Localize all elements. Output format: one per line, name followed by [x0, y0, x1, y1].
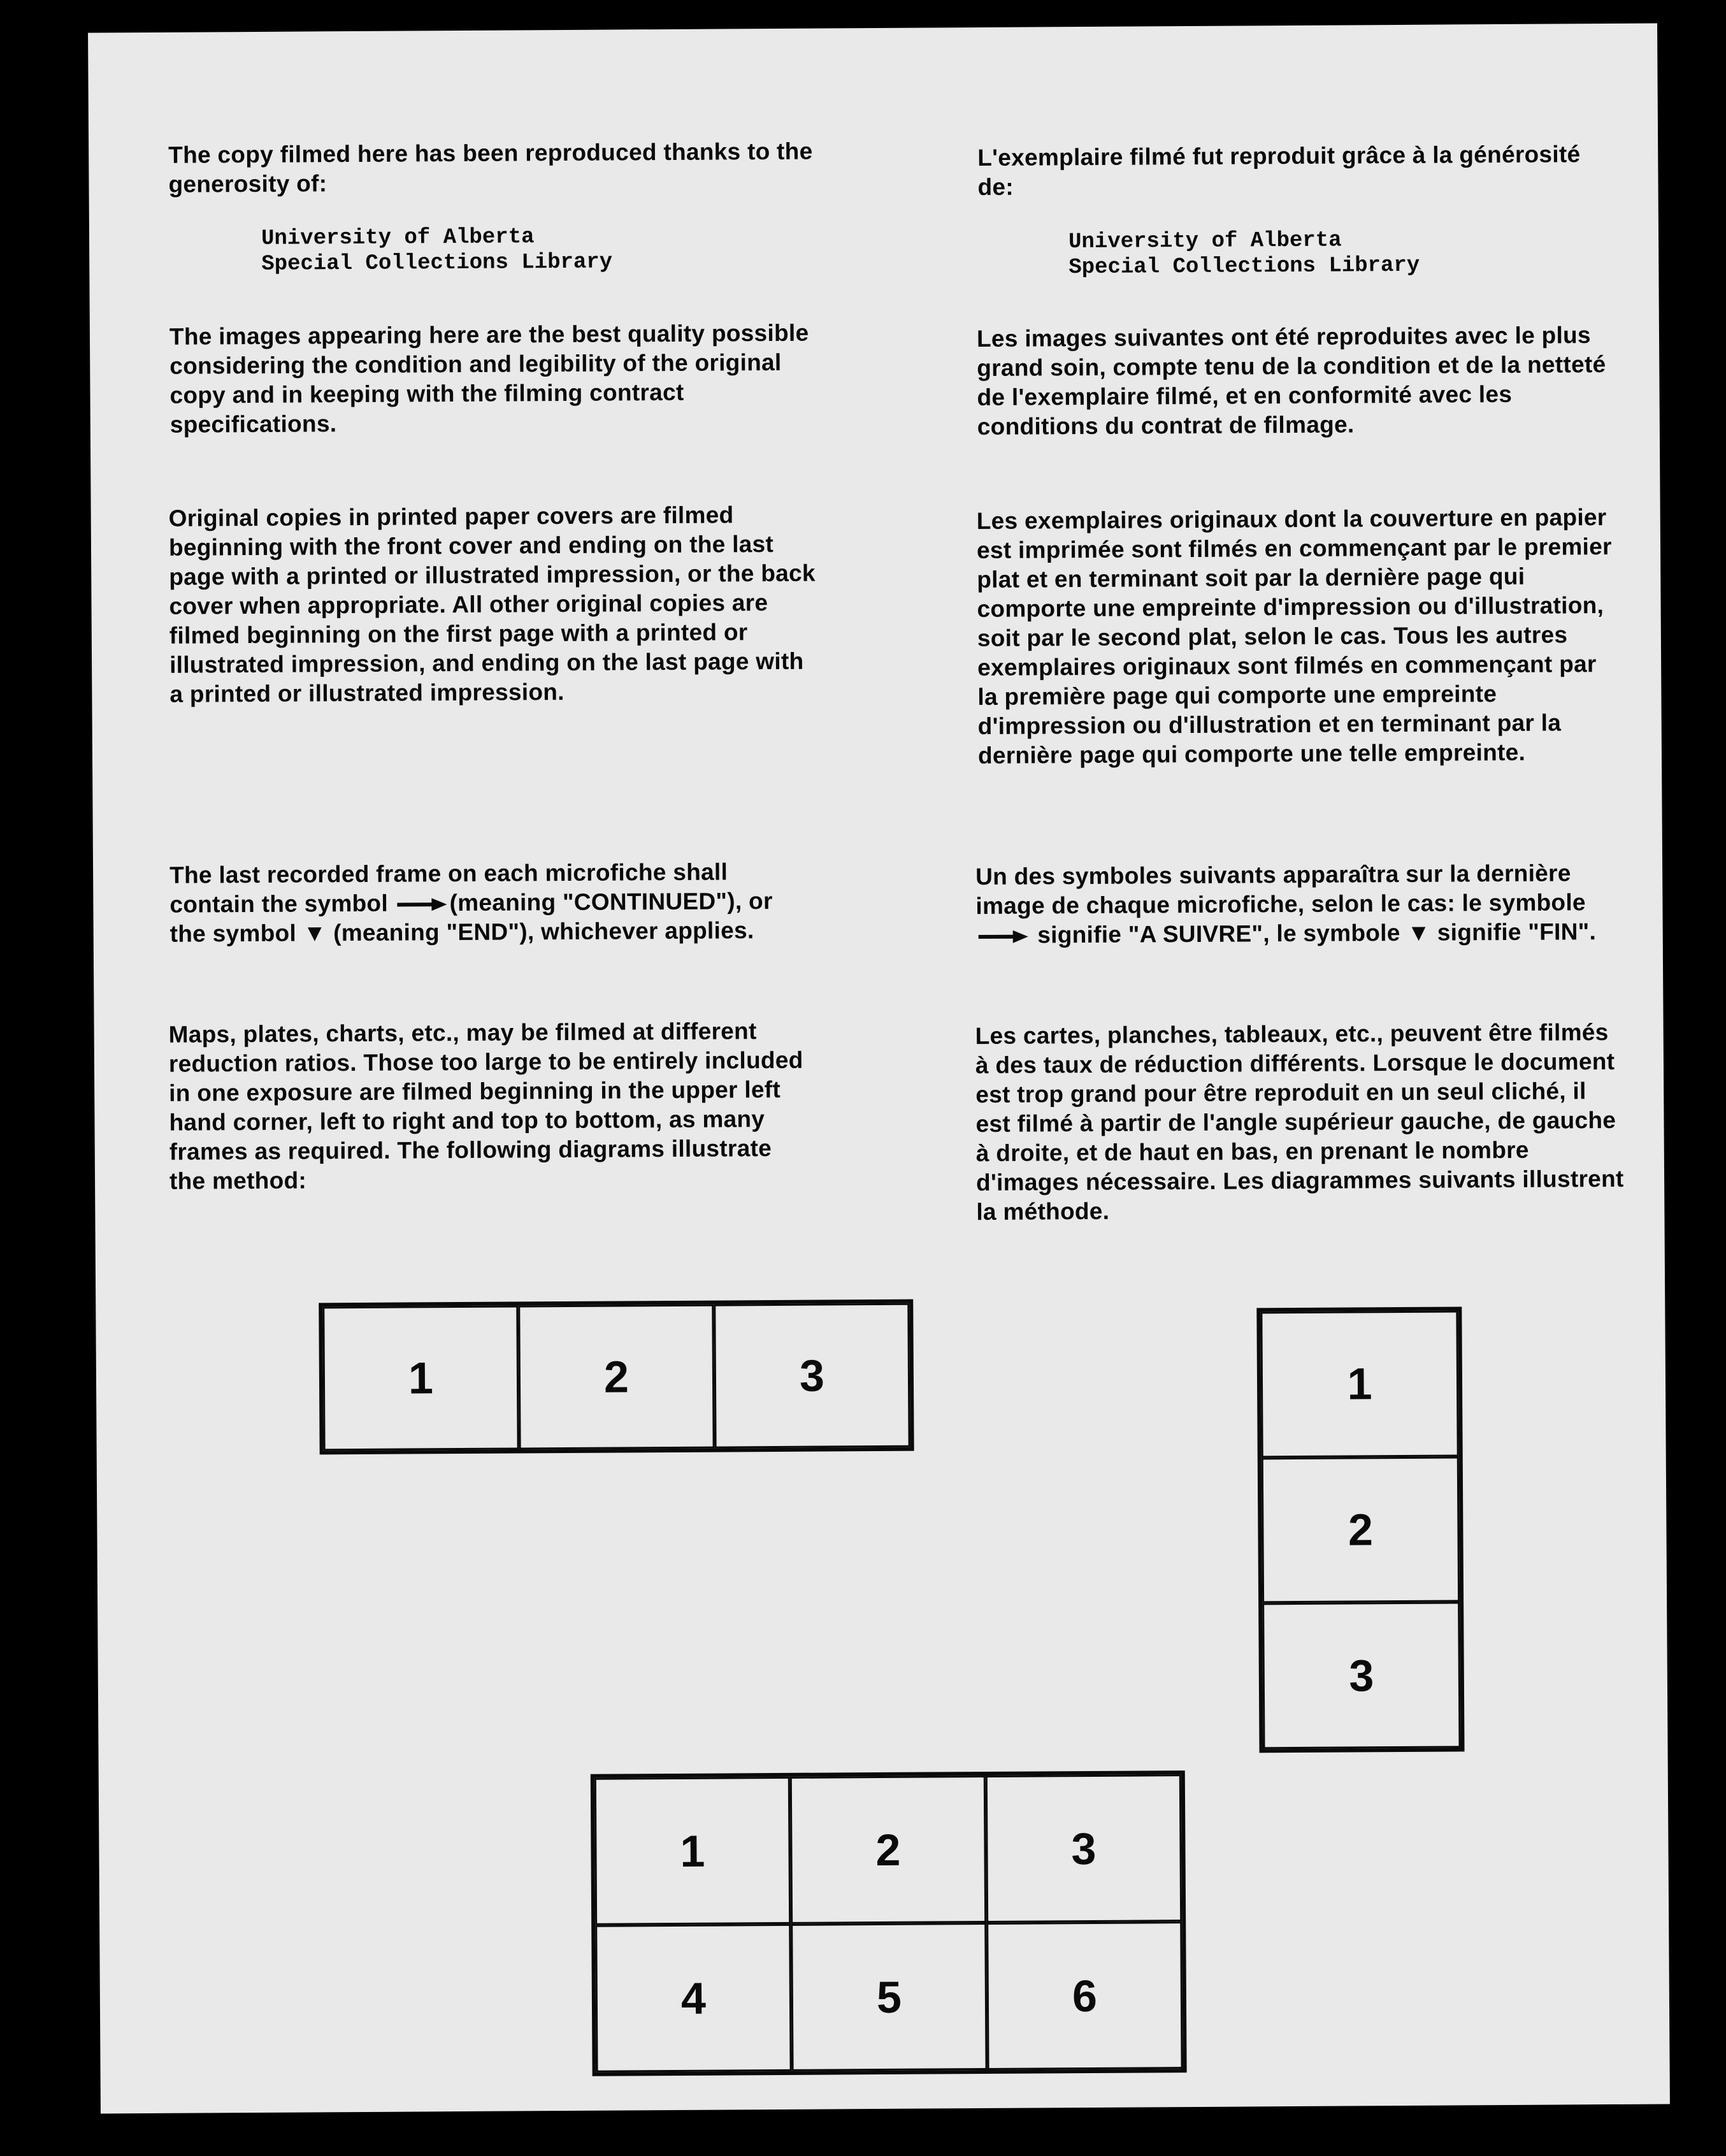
end-triangle-icon: ▼	[303, 920, 327, 946]
frame-cell: 1	[594, 1777, 791, 1925]
symbols-statement-fr	[975, 858, 1613, 950]
acknowledgement-fr: L'exemplaire filmé fut reproduit grâce à la générosité de:	[977, 141, 1581, 201]
acknowledgement-en: The copy filmed here has been reproduced thanks to the generosity of:	[168, 138, 813, 198]
diagram-vertical-strip	[1256, 1306, 1464, 1753]
frame-cell: 3	[986, 1774, 1182, 1923]
institution-fr	[1068, 227, 1514, 280]
arrow-right-icon	[979, 930, 1028, 943]
frame-cell: 4	[595, 1924, 791, 2073]
frame-cell: 1	[1260, 1310, 1458, 1458]
frame-cell: 6	[986, 1921, 1183, 2070]
end-triangle-icon: ▼	[1407, 919, 1431, 946]
symbols-text-3-fr: signifie "FIN".	[1437, 918, 1597, 946]
maps-statement-en: Maps, plates, charts, etc., may be filmed at different reduction ratios. Those too large to be entirely included in one exposure are filmed beginning in the upper left hand corner, left to right and top to bottom, as many frames as required. The following diagrams illustrate the method:	[168, 1018, 803, 1194]
frame-cell: 2	[1262, 1456, 1460, 1603]
quality-statement-fr: Les images suivantes ont été reproduites avec le plus grand soin, compte tenu de la condition et de la netteté de l'exemplaire filmé, et en conformité avec les conditions du contrat de filmage.	[976, 322, 1606, 440]
diagram-two-row-grid	[591, 1770, 1187, 2076]
symbols-text-2-en: (meaning "CONTINUED"), or the symbol	[169, 888, 773, 947]
originals-statement-en: Original copies in printed paper covers are filmed beginning with the front cover and ending on the last page with a printed or illustrated impression, or the back cover when appropriate. All other original copies are filmed beginning on the first page with a printed or illustrated impression, and ending on the last page with a printed or illustrated impression.	[168, 502, 816, 707]
diagram-horizontal-strip	[319, 1299, 914, 1455]
frame-cell: 2	[790, 1776, 986, 1924]
filmed-page	[88, 24, 1670, 2114]
frame-cell: 3	[714, 1303, 910, 1449]
originals-statement-fr: Les exemplaires originaux dont la couverture en papier est imprimée sont filmés en commençant par le premier plat et en terminant soit par la dernière page qui comporte une empreinte d'impression ou d'illustration, soit par le second plat, selon le cas. Tous les autres exemplaires originaux sont filmés en commençant par la première page qui comporte une empreinte d'impression ou d'illustration et en terminant par la dernière page qui comporte une telle empreinte.	[976, 504, 1612, 769]
maps-statement-fr: Les cartes, planches, tableaux, etc., peuvent être filmés à des taux de réduction différents. Lorsque le document est trop grand pour être reproduit en un seul cliché, il est filmé à partir de l'angle supérieur gauche, de gauche à droite, et de haut en bas, en prenant le nombre d'images nécessaire. Les diagrammes suivants illustrent la méthode.	[975, 1019, 1624, 1226]
quality-statement-en: The images appearing here are the best quality possible considering the condition and legibility of the original copy and in keeping with the filming contract specifications.	[169, 319, 809, 438]
symbols-text-1-fr: Un des symboles suivants apparaîtra sur la dernière image de chaque microfiche, selon le cas: le symbole	[975, 860, 1586, 920]
frame-cell: 3	[1262, 1602, 1460, 1749]
symbols-statement-en	[169, 857, 807, 949]
institution-en	[261, 224, 707, 277]
institution-library-fr: Special Collections Library	[1068, 253, 1420, 280]
symbols-text-1-en: The last recorded frame on each microfiche shall contain the symbol	[169, 858, 728, 918]
symbols-text-2-fr: signifie "A SUIVRE", le symbole	[1037, 919, 1400, 948]
institution-name-en: University of Alberta	[261, 225, 535, 251]
institution-library-en: Special Collections Library	[261, 250, 613, 277]
institution-name-fr: University of Alberta	[1068, 228, 1342, 255]
frame-cell: 5	[791, 1923, 987, 2071]
symbols-text-3-en: (meaning "END"), whichever applies.	[333, 917, 754, 946]
frame-cell: 1	[322, 1305, 519, 1451]
frame-cell: 2	[518, 1305, 714, 1450]
arrow-right-icon	[398, 898, 447, 911]
